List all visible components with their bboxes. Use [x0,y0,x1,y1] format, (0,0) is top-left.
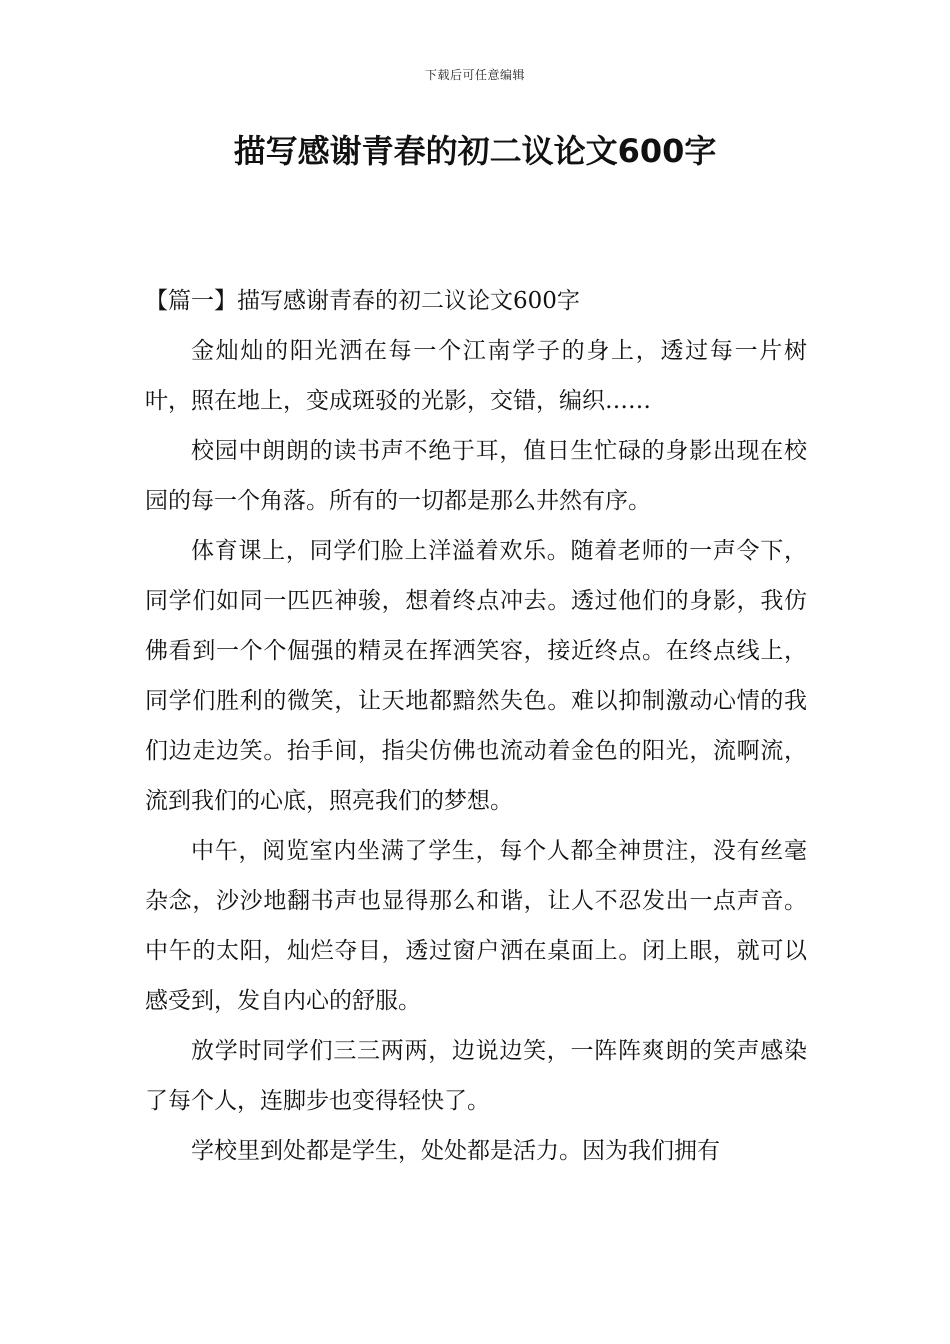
document-title: 描写感谢青春的初二议论文600字 [233,132,717,170]
paragraph-1: 金灿灿的阳光洒在每一个江南学子的身上，透过每一片树叶，照在地上，变成斑驳的光影，交错，编织…… [145,338,807,414]
document-body [145,276,807,1176]
section-heading: 【篇一】描写感谢青春的初二议论文600字 [145,288,580,314]
paragraph-3: 体育课上，同学们脸上洋溢着欢乐。随着老师的一声令下，同学们如同一匹匹神骏，想着终点冲去。透过他们的身影，我仿佛看到一个个倔强的精灵在挥洒笑容，接近终点。在终点线上，同学们胜利的微笑，让天地都黯然失色。难以抑制激动心情的我们边走边笑。抬手间，指尖仿佛也流动着金色的阳光，流啊流，流到我们的心底，照亮我们的梦想。 [145,538,807,814]
paragraph-5: 放学时同学们三三两两，边说边笑，一阵阵爽朗的笑声感染了每个人，连脚步也变得轻快了。 [145,1038,807,1114]
header-note: 下载后可任意编辑 [424,68,525,82]
paragraph-6: 学校里到处都是学生，处处都是活力。因为我们拥有 [191,1138,720,1164]
paragraph-2: 校园中朗朗的读书声不绝于耳，值日生忙碌的身影出现在校园的每一个角落。所有的一切都是那么井然有序。 [145,438,807,514]
paragraph-4: 中午，阅览室内坐满了学生，每个人都全神贯注，没有丝毫杂念，沙沙地翻书声也显得那么和谐，让人不忍发出一点声音。中午的太阳，灿烂夺目，透过窗户洒在桌面上。闭上眼，就可以感受到，发自内心的舒服。 [145,838,807,1014]
